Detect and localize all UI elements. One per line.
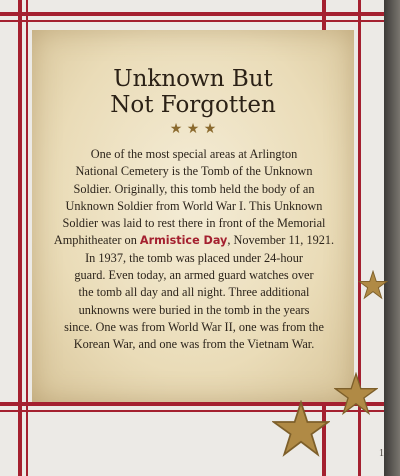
armistice-day-highlight: Armistice Day <box>139 234 228 248</box>
text-fragment: , November 11, 1921. <box>227 233 335 248</box>
text-line: since. One was from World War II, one was from the <box>64 319 324 334</box>
frame-line-left-inner <box>26 0 28 476</box>
frame-line-top <box>0 12 384 16</box>
text-line <box>46 232 342 249</box>
article-body <box>46 146 342 354</box>
page-edge <box>384 0 400 476</box>
gold-star-icon <box>358 270 388 300</box>
frame-line-top-inner <box>0 20 384 22</box>
gold-star-icon <box>272 400 330 458</box>
text-line: National Cemetery is the Tomb of the Unknown <box>75 164 313 179</box>
text-line: guard. Even today, an armed guard watches over <box>74 268 314 283</box>
text-line: Korean War, and one was from the Vietnam War. <box>73 337 315 352</box>
title-line-2: Not Forgotten <box>110 92 276 118</box>
text-line: unknowns were buried in the tomb in the years <box>78 302 310 317</box>
text-line: In 1937, the tomb was placed under 24-hour <box>85 250 303 265</box>
text-fragment: Amphitheater on <box>53 233 140 248</box>
frame-line-left <box>18 0 22 476</box>
page-title <box>40 66 346 118</box>
paragraph-2 <box>46 250 342 354</box>
star-ornament: ★ ★ ★ <box>169 121 217 137</box>
paragraph-1 <box>46 146 342 250</box>
text-line: Unknown Soldier from World War I. This Unknown <box>65 198 323 213</box>
gold-star-icon <box>334 372 378 416</box>
text-line: One of the most special areas at Arlington <box>90 147 298 161</box>
text-line: Soldier. Originally, this tomb held the body of an <box>73 181 315 196</box>
text-line: Soldier was laid to rest there in front of the Memorial <box>62 216 326 231</box>
title-line-1: Unknown But <box>113 66 273 92</box>
text-line: the tomb all day and all night. Three additional <box>78 285 310 300</box>
page-number: 15 <box>379 448 389 459</box>
